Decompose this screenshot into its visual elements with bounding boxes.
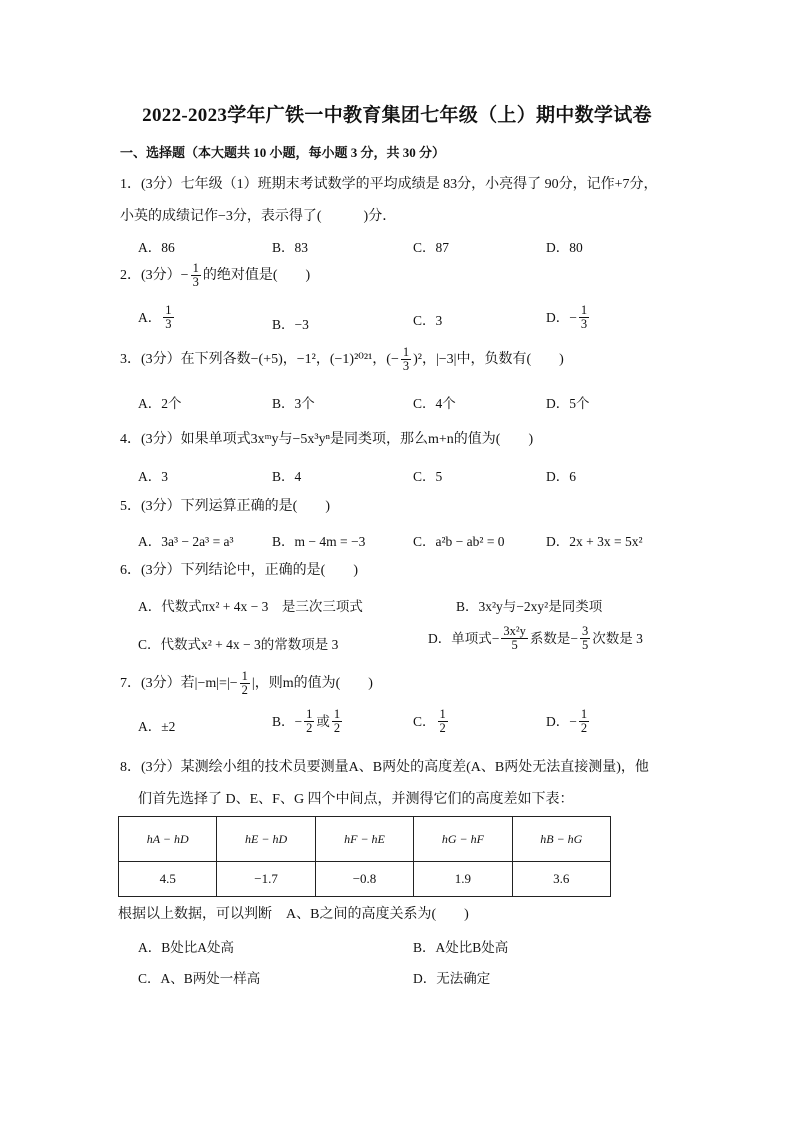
q6-d-fraction [501, 625, 528, 652]
q6-stem: 6．(3分）下列结论中，正确的是( ) [120, 563, 358, 578]
q7-frac-den: 2 [241, 683, 248, 698]
q6-option-d[interactable] [428, 625, 643, 652]
q7-d-den: 2 [580, 721, 588, 736]
q1-option-d[interactable]: D．80 [546, 240, 583, 255]
height-difference-table [118, 816, 611, 897]
q8-option-c[interactable]: C．A、B两处一样高 [138, 971, 261, 986]
table-row [119, 862, 611, 897]
q2-a-den: 3 [165, 317, 172, 332]
q6-d-num: 3x²y [503, 624, 526, 638]
q2-stem [120, 262, 310, 289]
q1-option-c[interactable]: C．87 [413, 240, 450, 255]
q6-d-mid: 系数是− [529, 630, 578, 646]
q6-d-label: D．单项式− [428, 630, 500, 646]
q3-prefix: 3．(3分）在下列各数−(+5)，−1²，(−1)²⁰²¹，(− [120, 351, 399, 367]
q6-option-a[interactable]: A．代数式πx² + 4x − 3 是三次三项式 [138, 599, 363, 614]
q2-option-b[interactable]: B．−3 [272, 317, 309, 332]
table-cell: −0.8 [315, 862, 413, 897]
table-header-cell: hB − hG [512, 817, 610, 862]
q2-fraction [191, 262, 201, 289]
q2-a-label: A． [138, 309, 162, 325]
q3-fraction [401, 346, 411, 373]
q7-suffix: |，则m的值为( ) [251, 675, 373, 691]
q2-a-fraction [163, 304, 173, 331]
q6-d-num2: 3 [582, 624, 589, 638]
q7-fraction [240, 670, 250, 697]
table-cell: −1.7 [217, 862, 315, 897]
q2-d-label: D． [546, 309, 570, 325]
q2-d-fraction [579, 304, 589, 331]
q3-stem [120, 346, 564, 373]
q5-option-c[interactable]: C．a²b − ab² = 0 [413, 534, 505, 549]
q3-option-c[interactable]: C．4个 [413, 396, 456, 411]
q8-stem-line2: 们首先选择了 D、E、F、G 四个中间点，并测得它们的高度差如下表： [138, 792, 574, 807]
q7-b-mid: 或 [316, 713, 330, 729]
q1-option-b[interactable]: B．83 [272, 240, 309, 255]
q8-stem-line1: 8．(3分）某测绘小组的技术员要测量A、B两处的高度差(A、B两处无法直接测量)，他 [120, 760, 649, 775]
q2-a-num: 1 [165, 303, 172, 317]
q2-suffix: 的绝对值是( ) [202, 267, 311, 283]
q6-d-fraction2 [580, 625, 590, 652]
q1-stem-line1: 1．(3分）七年级（1）班期末考试数学的平均成绩是 83分，小亮得了 90分，记作+7分， [120, 177, 658, 192]
q4-stem: 4．(3分）如果单项式3xᵐy与−5x³yⁿ是同类项，那么m+n的值为( ) [120, 432, 534, 447]
q7-stem [120, 670, 373, 697]
q6-d-tail: 次数是 3 [592, 630, 643, 646]
q7-option-c[interactable] [413, 708, 450, 735]
q7-option-b[interactable] [272, 708, 344, 735]
q8-option-d[interactable]: D．无法确定 [413, 971, 491, 986]
q8-stem-line3: 根据以上数据，可以判断 A、B之间的高度关系为( ) [118, 907, 469, 922]
q7-option-d[interactable] [546, 708, 591, 735]
q5-stem: 5．(3分）下列运算正确的是( ) [120, 499, 330, 514]
q6-d-den: 5 [511, 638, 518, 653]
q8-option-a[interactable]: A．B处比A处高 [138, 940, 235, 955]
q3-frac-num: 1 [402, 345, 410, 359]
q6-option-c[interactable]: C．代数式x² + 4x − 3的常数项是 3 [138, 637, 339, 652]
q7-b-fraction [304, 708, 314, 735]
q7-c-num: 1 [439, 707, 446, 721]
q3-option-d[interactable]: D．5个 [546, 396, 590, 411]
table-header-cell: hA − hD [119, 817, 217, 862]
q7-d-fraction [579, 708, 589, 735]
q4-option-a[interactable]: A．3 [138, 469, 168, 484]
q7-b-num: 1 [306, 707, 313, 721]
q7-d-num: 1 [580, 707, 588, 721]
q2-option-d[interactable] [546, 304, 591, 331]
q7-c-den: 2 [439, 721, 446, 736]
q6-option-b[interactable]: B．3x²y与−2xy²是同类项 [456, 599, 603, 614]
q7-b-den: 2 [306, 721, 313, 736]
exam-title: 2022-2023学年广铁一中教育集团七年级（上）期中数学试卷 [142, 105, 652, 126]
table-cell: 1.9 [414, 862, 512, 897]
q2-minus: − [180, 267, 189, 283]
q7-b-den2: 2 [333, 721, 341, 736]
q2-prefix: 2．(3分） [120, 267, 181, 283]
q6-d-den2: 5 [582, 638, 589, 653]
q2-d-den: 3 [580, 317, 588, 332]
q1-stem-line2: 小英的成绩记作−3分，表示得了( )分． [120, 209, 397, 224]
q2-option-a[interactable] [138, 304, 176, 331]
table-header-cell: hG − hF [414, 817, 512, 862]
table-header-cell: hF − hE [315, 817, 413, 862]
q4-option-b[interactable]: B．4 [272, 469, 302, 484]
q1-option-a[interactable]: A．86 [138, 240, 175, 255]
q7-frac-num: 1 [241, 669, 248, 683]
q2-d-num: 1 [580, 303, 588, 317]
section-heading: 一、选择题（本大题共 10 小题，每小题 3 分，共 30 分） [120, 145, 446, 160]
q3-option-b[interactable]: B．3个 [272, 396, 315, 411]
table-header-row [119, 817, 611, 862]
q3-option-a[interactable]: A．2个 [138, 396, 182, 411]
q7-c-label: C． [413, 713, 436, 729]
q5-option-b[interactable]: B．m − 4m = −3 [272, 534, 366, 549]
q7-c-fraction [438, 708, 448, 735]
table-header-cell: hE − hD [217, 817, 315, 862]
q3-suffix: )²，|−3|中，负数有( ) [413, 351, 564, 367]
table-cell: 4.5 [119, 862, 217, 897]
q5-option-d[interactable]: D．2x + 3x = 5x² [546, 534, 643, 549]
q3-frac-den: 3 [402, 359, 410, 374]
q5-option-a[interactable]: A．3a³ − 2a³ = a³ [138, 534, 234, 549]
q4-option-d[interactable]: D．6 [546, 469, 576, 484]
q4-option-c[interactable]: C．5 [413, 469, 443, 484]
q7-d-label: D．− [546, 713, 577, 729]
q7-option-a[interactable]: A．±2 [138, 719, 176, 734]
q2-frac-num: 1 [192, 261, 199, 275]
q7-prefix: 7．(3分）若|−m|=|− [120, 675, 238, 691]
q7-b-num2: 1 [333, 707, 341, 721]
q2-d-minus: − [569, 309, 577, 325]
q7-b-label: B．− [272, 713, 303, 729]
table-cell: 3.6 [512, 862, 610, 897]
q2-option-c[interactable]: C．3 [413, 313, 443, 328]
q8-option-b[interactable]: B．A处比B处高 [413, 940, 509, 955]
q2-frac-den: 3 [192, 275, 199, 290]
q7-b-fraction2 [332, 708, 342, 735]
